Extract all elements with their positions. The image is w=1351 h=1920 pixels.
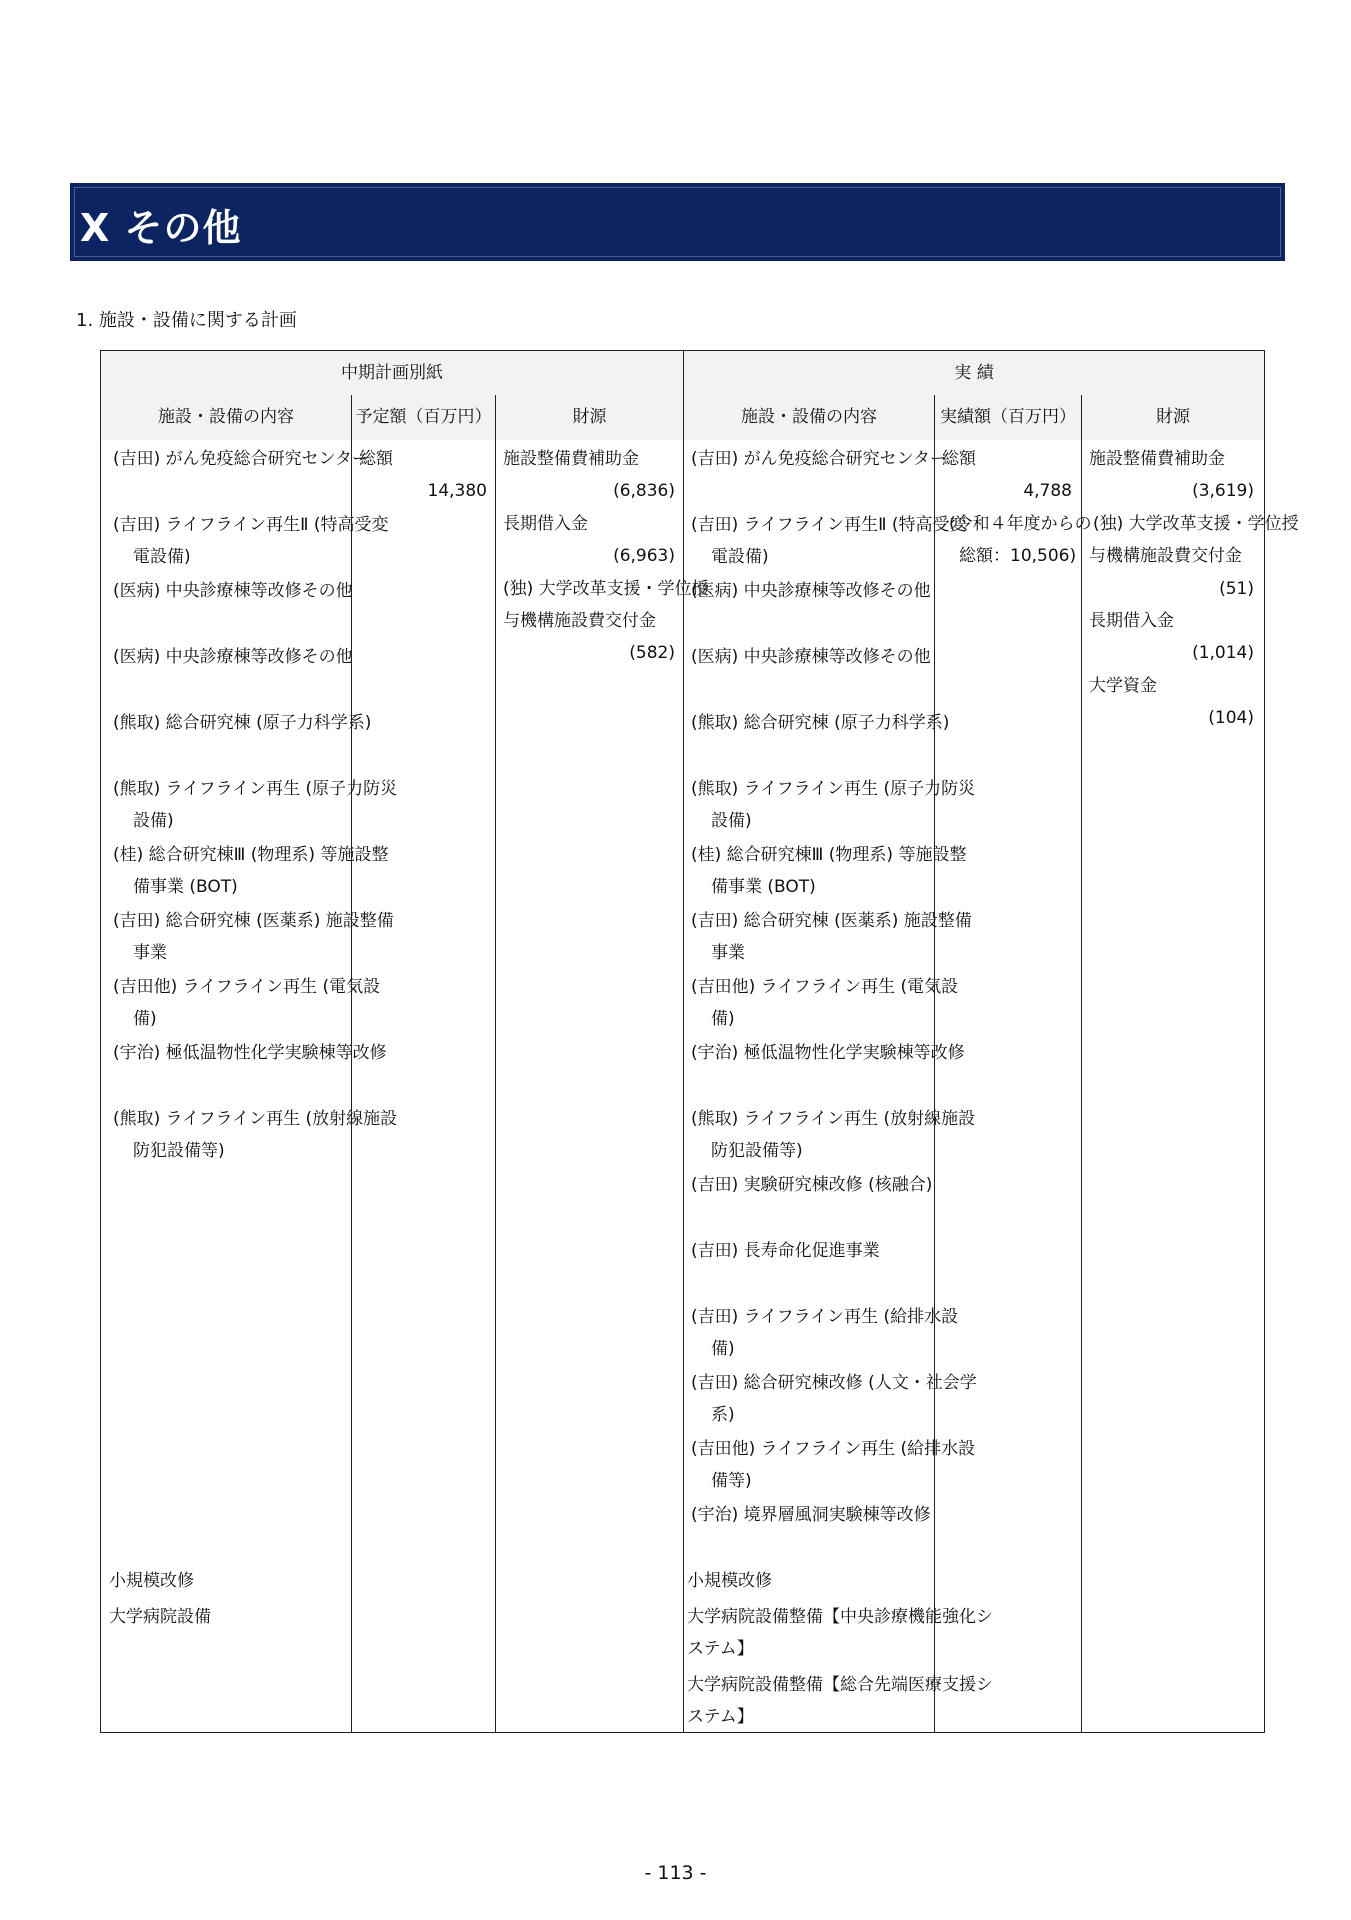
plan-small-item: 大学病院設備	[109, 1607, 211, 1627]
col-header-plan-source: 財源	[496, 395, 683, 440]
actual-item: (吉田) がん免疫総合研究センター	[691, 449, 947, 469]
group-header-actual: 実 績	[684, 351, 1264, 395]
plan-item: (吉田) 総合研究棟 (医薬系) 施設整備	[113, 911, 394, 931]
actual-amount-total: 総額：10,506)	[959, 546, 1077, 566]
plan-item: 防犯設備等)	[133, 1141, 225, 1161]
actual-item: (宇治) 境界層風洞実験棟等改修	[691, 1505, 931, 1525]
actual-source-niad-value: (51)	[1219, 579, 1254, 599]
actual-source-loan-value: (1,014)	[1192, 643, 1254, 663]
actual-item: (吉田他) ライフライン再生 (給排水設	[691, 1439, 976, 1459]
actual-source-subsidy-value: (3,619)	[1192, 481, 1254, 501]
banner-title: X その他	[80, 206, 242, 250]
plan-item: (熊取) 総合研究棟 (原子力科学系)	[113, 713, 372, 733]
actual-source-univ-funds-value: (104)	[1208, 708, 1254, 728]
actual-item: (熊取) ライフライン再生 (原子力防災	[691, 779, 976, 799]
actual-item: (熊取) 総合研究棟 (原子力科学系)	[691, 713, 950, 733]
actual-item: 系)	[711, 1405, 735, 1425]
plan-amount-value: 14,380	[427, 481, 487, 501]
plan-item: (吉田) がん免疫総合研究センター	[113, 449, 369, 469]
actual-small-item: ステム】	[687, 1707, 754, 1727]
actual-item: 備)	[711, 1009, 735, 1029]
plan-item: (医病) 中央診療棟等改修その他	[113, 581, 353, 601]
group-divider	[683, 351, 684, 1732]
plan-amount-label: 総額	[359, 449, 393, 469]
actual-item: (吉田) ライフライン再生Ⅱ (特高受変	[691, 515, 967, 535]
plan-source-loan-value: (6,963)	[613, 546, 675, 566]
actual-small-item: 小規模改修	[687, 1571, 772, 1591]
plan-item: 備事業 (BOT)	[133, 877, 238, 897]
actual-item: 電設備)	[711, 547, 769, 567]
actual-source-subsidy: 施設整備費補助金	[1089, 449, 1225, 469]
actual-item: 備等)	[711, 1471, 752, 1491]
plan-item: (吉田他) ライフライン再生 (電気設	[113, 977, 381, 997]
actual-item: 防犯設備等)	[711, 1141, 803, 1161]
actual-small-item: ステム】	[687, 1639, 754, 1659]
actual-item: (熊取) ライフライン再生 (放射線施設	[691, 1109, 976, 1129]
actual-item: 設備)	[711, 811, 752, 831]
actual-amount-value: 4,788	[1023, 481, 1072, 501]
section-banner	[70, 183, 1285, 261]
plan-source-subsidy: 施設整備費補助金	[503, 449, 639, 469]
plan-source-niad-value: (582)	[629, 643, 675, 663]
actual-amount-label: 総額	[942, 449, 976, 469]
actual-item: (宇治) 極低温物性化学実験棟等改修	[691, 1043, 965, 1063]
plan-source-loan: 長期借入金	[503, 514, 588, 534]
section-heading: 1. 施設・設備に関する計画	[76, 310, 297, 331]
actual-item: 備)	[711, 1339, 735, 1359]
actual-item: (吉田他) ライフライン再生 (電気設	[691, 977, 959, 997]
banner-border	[74, 187, 1281, 257]
actual-source-niad-1: (独) 大学改革支援・学位授	[1093, 514, 1299, 534]
actual-item: (吉田) 総合研究棟改修 (人文・社会学	[691, 1373, 977, 1393]
actual-item: (吉田) 長寿命化促進事業	[691, 1241, 880, 1261]
plan-source-niad-2: 与機構施設費交付金	[503, 611, 656, 631]
plan-item: (吉田) ライフライン再生Ⅱ (特高受変	[113, 515, 389, 535]
actual-amount-note: (令和４年度からの	[949, 514, 1092, 534]
col-header-plan-amount: 予定額（百万円）	[352, 395, 495, 440]
col-divider	[1081, 395, 1082, 1732]
plan-small-item: 小規模改修	[109, 1571, 194, 1591]
col-divider	[495, 439, 496, 1732]
actual-item: (桂) 総合研究棟Ⅲ (物理系) 等施設整	[691, 845, 967, 865]
plan-item: (熊取) ライフライン再生 (放射線施設	[113, 1109, 398, 1129]
group-header-plan: 中期計画別紙	[101, 351, 683, 395]
actual-source-univ-funds: 大学資金	[1089, 676, 1157, 696]
page-number: - 113 -	[644, 1862, 707, 1884]
actual-item: (吉田) 総合研究棟 (医薬系) 施設整備	[691, 911, 972, 931]
actual-small-item: 大学病院設備整備【総合先端医療支援シ	[687, 1675, 993, 1695]
facilities-table	[100, 350, 1299, 1733]
col-header-actual-source: 財源	[1082, 395, 1264, 440]
actual-item: 事業	[711, 943, 745, 963]
col-header-actual-content: 施設・設備の内容	[684, 395, 934, 440]
plan-item: (宇治) 極低温物性化学実験棟等改修	[113, 1043, 387, 1063]
plan-item: (桂) 総合研究棟Ⅲ (物理系) 等施設整	[113, 845, 389, 865]
plan-item: (医病) 中央診療棟等改修その他	[113, 647, 353, 667]
actual-source-niad-2: 与機構施設費交付金	[1089, 546, 1242, 566]
plan-source-niad-1: (独) 大学改革支援・学位授	[503, 579, 709, 599]
actual-item: (医病) 中央診療棟等改修その他	[691, 647, 931, 667]
actual-item: (医病) 中央診療棟等改修その他	[691, 581, 931, 601]
plan-item: 備)	[133, 1009, 157, 1029]
actual-source-loan: 長期借入金	[1089, 611, 1174, 631]
col-header-actual-amount: 実績額（百万円）	[935, 395, 1081, 440]
plan-source-subsidy-value: (6,836)	[613, 481, 675, 501]
col-divider	[351, 439, 352, 1732]
actual-item: (吉田) 実験研究棟改修 (核融合)	[691, 1175, 933, 1195]
plan-item: (熊取) ライフライン再生 (原子力防災	[113, 779, 398, 799]
col-header-plan-content: 施設・設備の内容	[101, 395, 351, 440]
actual-item: 備事業 (BOT)	[711, 877, 816, 897]
plan-item: 設備)	[133, 811, 174, 831]
actual-small-item: 大学病院設備整備【中央診療機能強化シ	[687, 1607, 993, 1627]
plan-item: 事業	[133, 943, 167, 963]
actual-item: (吉田) ライフライン再生 (給排水設	[691, 1307, 959, 1327]
plan-item: 電設備)	[133, 547, 191, 567]
